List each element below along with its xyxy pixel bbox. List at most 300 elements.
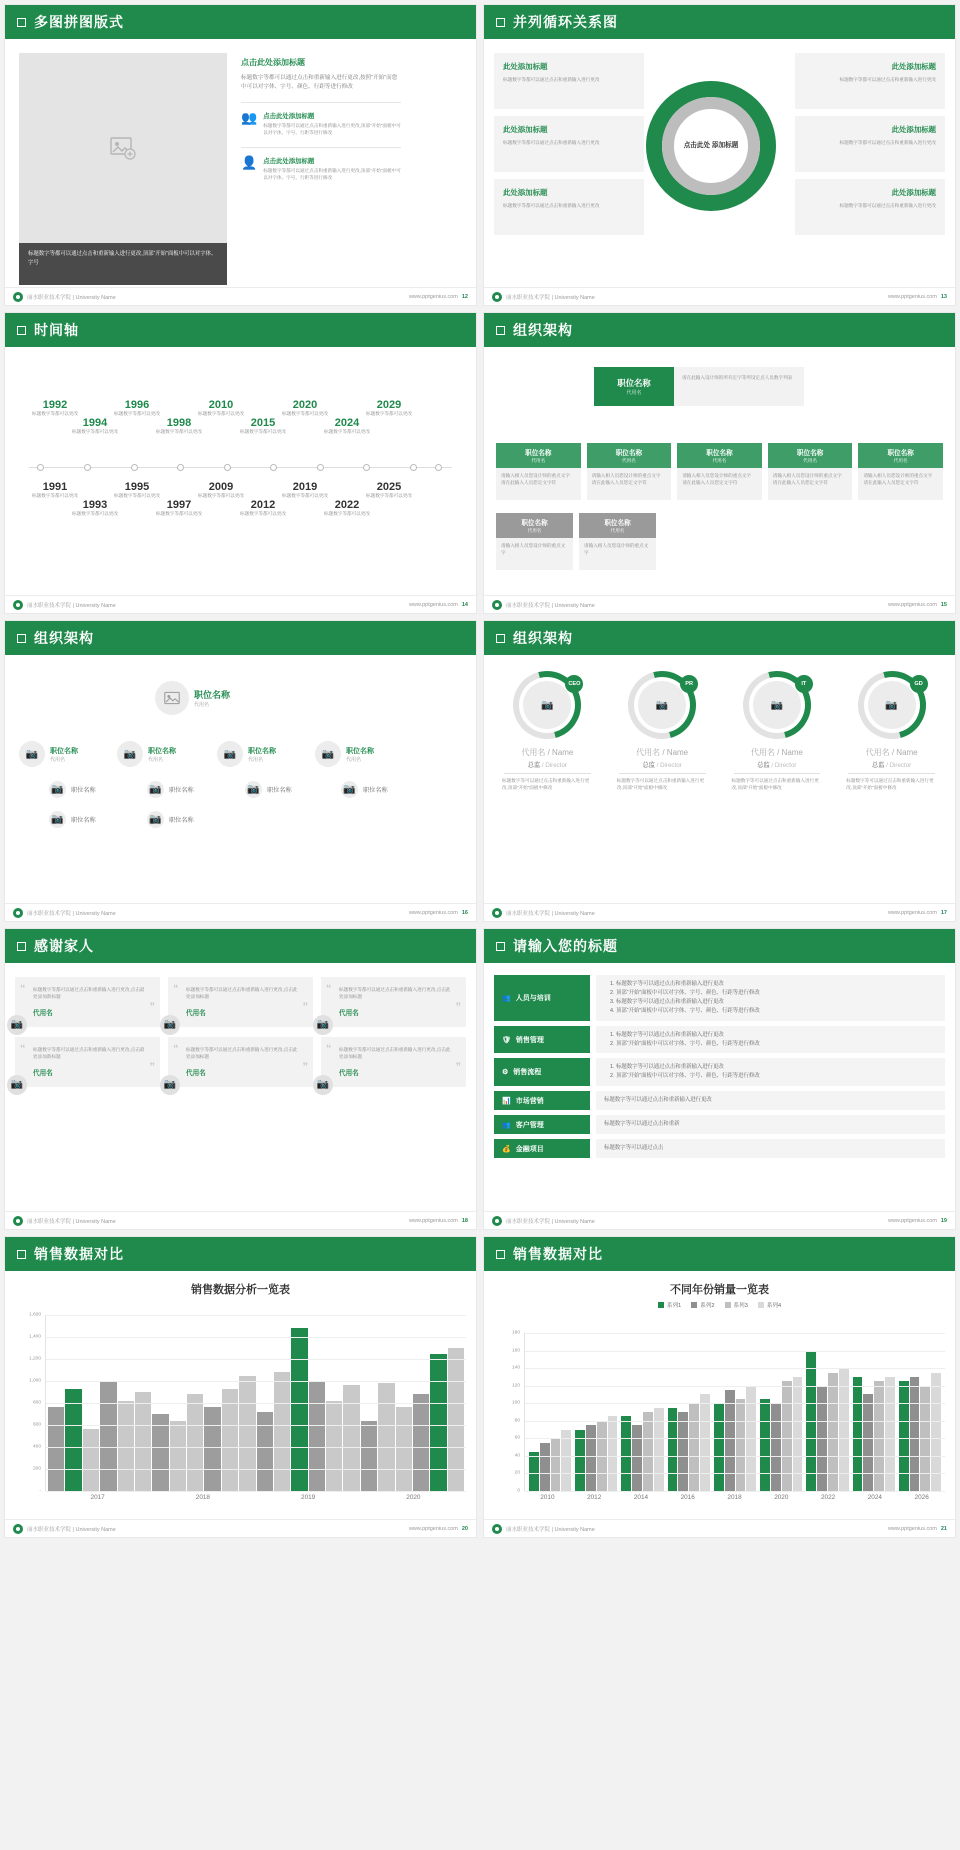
feature-item — [241, 147, 401, 182]
node-name: 职位名称 — [71, 787, 96, 794]
info-box — [795, 116, 945, 172]
y-tick-label: 140 — [511, 1365, 520, 1371]
avatar: 📷 — [7, 1075, 27, 1095]
timeline-year: 1993 — [82, 499, 108, 511]
card-name: 职位名称 — [615, 450, 643, 457]
footer-school: 丽水职业技术学院 | University Name — [27, 602, 116, 609]
timeline-item — [277, 399, 333, 418]
info-desc: 标题数字等都可以通过点击和重新输入进行更改 — [503, 140, 600, 145]
timeline-desc: 标题数字等都可以更改 — [324, 511, 370, 516]
bar — [689, 1403, 699, 1491]
gridline — [46, 1359, 466, 1360]
quote-card — [10, 977, 160, 1031]
member-name-en: / Name — [891, 748, 918, 757]
team-member — [838, 671, 945, 792]
avatar: 📷 — [217, 741, 243, 767]
slide-body — [484, 1281, 955, 1529]
people-icon: 👥 — [502, 994, 511, 1002]
info-title: 此处添加标题 — [891, 62, 936, 71]
row-body — [596, 1091, 945, 1110]
footer-site: www.pptgenius.com — [887, 909, 937, 916]
bar — [309, 1381, 325, 1491]
square-icon — [17, 326, 26, 335]
footer-site: www.pptgenius.com — [408, 293, 458, 300]
row-line: 2. 顶部“开始”面板中可以对字体、字号、颜色、行距等进行修改 — [616, 1040, 937, 1049]
y-axis — [496, 1330, 522, 1494]
org-card — [496, 513, 573, 570]
bar — [65, 1389, 81, 1491]
bar — [239, 1376, 255, 1492]
y-tick-label: 600 — [32, 1422, 41, 1428]
timeline-desc: 标题数字等都可以更改 — [198, 493, 244, 498]
info-desc: 标题数字等都可以通过点击和重新输入进行更改 — [839, 140, 936, 145]
slide-multi-image-layout — [4, 4, 477, 306]
level1-row — [496, 443, 943, 500]
bar — [222, 1389, 238, 1491]
y-tick-label: 20 — [514, 1470, 520, 1476]
footer-site: www.pptgenius.com — [887, 1525, 937, 1532]
org-card — [677, 443, 762, 500]
avatar: 📷 — [160, 1015, 180, 1035]
slide-parallel-cycle — [483, 4, 956, 306]
timeline-year: 1998 — [166, 417, 192, 429]
avatar: 📷 — [245, 781, 262, 798]
row-line: 1. 标题数字等可以通过点击和重新输入进行更改 — [616, 1031, 937, 1040]
timeline-desc: 标题数字等都可以更改 — [282, 411, 328, 416]
quote-open-icon: “ — [20, 1042, 26, 1055]
info-title: 此处添加标题 — [891, 125, 936, 134]
bar-group — [758, 1333, 804, 1491]
bar-group — [897, 1333, 943, 1491]
timeline-desc: 标题数字等都可以更改 — [114, 411, 160, 416]
slide-org-structure-tree — [4, 620, 477, 922]
avatar-ring — [628, 671, 696, 739]
y-tick-label: 1,200 — [28, 1356, 41, 1362]
tree-node — [245, 781, 292, 798]
users-icon: 👥 — [241, 109, 258, 125]
card-name: 职位名称 — [521, 520, 548, 527]
timeline-item — [361, 481, 417, 500]
team-member — [609, 671, 716, 792]
quote-close-icon: ” — [455, 1000, 461, 1013]
feature-item — [241, 102, 401, 137]
footer-site: www.pptgenius.com — [887, 1217, 937, 1224]
timeline-year: 2009 — [208, 481, 234, 493]
user-icon: 👤 — [241, 154, 258, 170]
bar — [736, 1399, 746, 1491]
square-icon — [496, 18, 505, 27]
divider — [619, 773, 706, 774]
card-name: 职位名称 — [706, 450, 733, 457]
slide-body — [484, 655, 955, 903]
org-card — [768, 443, 853, 500]
feature-desc: 标题数字等都可以通过点击和重新输入进行更改,顶部“开始”面板中可以对字体、字号、行距等进行修改 — [263, 167, 401, 180]
role-en: / Director — [886, 762, 912, 769]
x-tick-label: 2012 — [587, 1494, 602, 1501]
row-line: 标题数字等可以通过点击和重新 — [604, 1121, 680, 1128]
bar-group — [666, 1333, 712, 1491]
footer-school: 丽水职业技术学院 | University Name — [506, 602, 595, 609]
timeline-year: 2022 — [334, 499, 360, 511]
bar-group — [804, 1333, 850, 1491]
member-name — [494, 747, 601, 758]
bar — [83, 1429, 99, 1491]
org-card — [496, 443, 581, 500]
x-tick-label: 2017 — [90, 1494, 105, 1501]
plot-area — [45, 1315, 466, 1491]
bar — [586, 1425, 596, 1491]
info-desc: 标题数字等都可以通过点击和重新输入进行更改 — [503, 77, 600, 82]
card-desc: 请输入相人员您设计师的重点文字 请在此输入人员您定文字符 — [768, 468, 853, 500]
timeline-item — [67, 417, 123, 436]
member-name-cn: 代用名 — [865, 748, 890, 757]
school-logo-icon — [492, 600, 502, 610]
slide-title: 多图拼图版式 — [34, 14, 124, 30]
slide-title: 并列循环关系图 — [513, 14, 618, 30]
timeline-item — [27, 481, 83, 500]
content-heading: 点击此处添加标题 — [241, 58, 305, 67]
avatar: 📷 — [49, 811, 66, 828]
divider — [734, 773, 821, 774]
avatar: 📷 — [147, 811, 164, 828]
square-icon — [496, 1250, 505, 1259]
row-body — [596, 1139, 945, 1158]
timeline-item — [361, 399, 417, 418]
bar — [529, 1452, 539, 1492]
node-name: 职位名称 — [169, 817, 194, 824]
slide-org-structure-team — [483, 620, 956, 922]
row-label: 人员与培训 — [515, 994, 551, 1002]
gridline — [46, 1403, 466, 1404]
row-label: 销售管理 — [515, 1036, 544, 1044]
page-number: 20 — [461, 1525, 468, 1532]
tree-node — [315, 741, 374, 767]
row-tag[interactable] — [494, 1115, 590, 1134]
bar — [135, 1392, 151, 1491]
timeline-desc: 标题数字等都可以更改 — [156, 511, 202, 516]
page-number: 19 — [940, 1217, 947, 1224]
x-tick-label: 2026 — [914, 1494, 929, 1501]
role-cn: 总监 — [642, 762, 655, 769]
avatar: 📷 — [49, 781, 66, 798]
bar — [396, 1407, 412, 1491]
school-logo-icon — [492, 908, 502, 918]
timeline-item — [151, 417, 207, 436]
tree-node — [147, 811, 194, 828]
square-icon — [17, 18, 26, 27]
footer-site: www.pptgenius.com — [408, 601, 458, 608]
footer-school: 丽水职业技术学院 | University Name — [506, 1218, 595, 1225]
y-tick-label: 60 — [514, 1435, 520, 1441]
quote-open-icon: “ — [20, 983, 26, 995]
slide-body — [484, 963, 955, 1211]
card-desc: 请输入相人员您设计师的重点文字 请在此输入人员您定文字符 — [677, 468, 762, 500]
card-sub: 代用名 — [531, 458, 546, 463]
org-card — [579, 513, 656, 570]
card-desc: 请输入相人员您设计师的重点文字 — [496, 538, 573, 570]
slide-sales-chart-2 — [483, 1236, 956, 1538]
timeline-desc: 标题数字等都可以更改 — [72, 511, 118, 516]
slide-header — [5, 929, 476, 963]
timeline-year: 1994 — [82, 417, 108, 429]
slide-body — [5, 963, 476, 1211]
slide-body — [484, 39, 955, 287]
divider — [848, 773, 935, 774]
tree-node — [147, 781, 194, 798]
footer-site: www.pptgenius.com — [408, 1217, 458, 1224]
row-tag[interactable] — [494, 1026, 590, 1054]
avatar: 📷 — [638, 681, 686, 729]
node-sub: 代用名 — [50, 757, 66, 763]
school-logo-icon — [13, 600, 23, 610]
timeline-desc: 标题数字等都可以更改 — [366, 411, 412, 416]
tree-node — [49, 781, 96, 798]
card-name: 职位名称 — [525, 450, 552, 457]
y-tick-label: 40 — [514, 1453, 520, 1459]
bar — [343, 1385, 359, 1491]
timeline-desc: 标题数字等都可以更改 — [240, 429, 286, 434]
root-name: 职位名称 — [194, 690, 231, 700]
slide-footer — [484, 1211, 955, 1229]
member-desc: 标题数字等可以通过点击和重新输入进行更改,顶部“开始”面板中修改 — [502, 778, 590, 790]
member-name — [724, 747, 831, 758]
row-line: 2. 顶部“开始”面板中可以对字体、字号、颜色、行距等进行修改 — [616, 989, 937, 998]
bar — [257, 1412, 273, 1491]
avatar: 📷 — [147, 781, 164, 798]
bar-group — [851, 1333, 897, 1491]
member-name-cn: 代用名 — [521, 748, 546, 757]
gridline — [525, 1386, 945, 1387]
quote-author: 代用名 — [339, 1069, 359, 1077]
quote-text: 标题数字等都可以通过点击和重新输入进行更改,点击此处添加标题 — [339, 987, 451, 999]
gridline — [525, 1403, 945, 1404]
card-desc: 请输入相人员您设计师的重点文字 — [579, 538, 656, 570]
quote-card — [10, 1037, 160, 1091]
timeline-year: 1997 — [166, 499, 192, 511]
node-sub: 代用名 — [148, 757, 164, 763]
member-desc: 标题数字等可以通过点击和重新输入进行更改,顶部“开始”面板中修改 — [731, 778, 819, 790]
quote-text: 标题数字等都可以通过点击和重新输入进行更改,点击此处添加标题 — [339, 1046, 451, 1059]
timeline-year: 1996 — [124, 399, 150, 411]
timeline-year: 2019 — [292, 481, 318, 493]
slide-footer — [484, 595, 955, 613]
chart-icon: 📊 — [502, 1097, 511, 1105]
page-number: 18 — [461, 1217, 468, 1224]
quote-close-icon: ” — [455, 1060, 461, 1073]
bar — [430, 1354, 446, 1492]
y-tick-label: 100 — [511, 1400, 520, 1406]
y-tick-label: 200 — [32, 1466, 41, 1472]
bar — [899, 1381, 909, 1491]
slide-title: 组织架构 — [513, 322, 573, 338]
slide-org-structure-cards — [483, 312, 956, 614]
node-name: 职位名称 — [148, 748, 176, 755]
chart-title: 销售数据分析一览表 — [191, 1284, 290, 1296]
plot-area — [524, 1333, 945, 1491]
bar — [48, 1407, 64, 1491]
square-icon — [496, 326, 505, 335]
row-tag[interactable] — [494, 1058, 590, 1086]
timeline-item — [27, 399, 83, 418]
gridline — [525, 1438, 945, 1439]
node-name: 职位名称 — [363, 787, 388, 794]
quote-open-icon: “ — [326, 983, 332, 995]
x-tick-label: 2024 — [867, 1494, 882, 1501]
quote-text: 标题数字等都可以通过点击和重新输入进行更改,点击最处添加新标题 — [33, 1046, 145, 1059]
info-desc: 标题数字等都可以通过点击和重新输入进行更改 — [503, 203, 600, 208]
tree-node — [341, 781, 388, 798]
member-name-cn: 代用名 — [636, 748, 661, 757]
node-sub: 代用名 — [248, 757, 264, 763]
left-column — [494, 53, 644, 242]
page-number: 17 — [940, 909, 947, 916]
slide-footer — [5, 1519, 476, 1537]
timeline-year: 2012 — [250, 499, 276, 511]
root-name: 职位名称 — [617, 378, 651, 388]
timeline-desc: 标题数字等都可以更改 — [282, 493, 328, 498]
school-logo-icon — [13, 292, 23, 302]
info-title: 此处添加标题 — [503, 62, 548, 71]
quote-card — [163, 1037, 313, 1091]
row-tag[interactable] — [494, 1139, 590, 1158]
content-paragraph: 标题数字等都可以通过点击和重新输入进行更改,按照“开始”而您中可以对字体、字号、颜色、行距等进行修改 — [241, 75, 398, 90]
slide-timeline — [4, 312, 477, 614]
timeline-desc: 标题数字等都可以更改 — [72, 429, 118, 434]
timeline-axis — [29, 467, 452, 468]
school-logo-icon — [13, 908, 23, 918]
bar — [725, 1390, 735, 1491]
school-logo-icon — [492, 1524, 502, 1534]
info-box — [494, 116, 644, 172]
finance-icon: 💰 — [502, 1145, 511, 1153]
row-tag[interactable] — [494, 1091, 590, 1110]
bar-group — [712, 1333, 758, 1491]
avatar: 📷 — [19, 741, 45, 767]
school-logo-icon — [13, 1524, 23, 1534]
x-tick-label: 2010 — [540, 1494, 555, 1501]
slide-header — [484, 621, 955, 655]
y-tick-label: 1,400 — [28, 1334, 41, 1340]
image-caption: 标题数字等都可以通过点击和重新输入进行更改,顶部“开始”面板中可以对字体、字号 — [19, 243, 227, 285]
footer-site: www.pptgenius.com — [408, 1525, 458, 1532]
node-name: 职位名称 — [267, 787, 292, 794]
timeline-item — [235, 499, 291, 518]
avatar: 📷 — [315, 741, 341, 767]
row-line: 标题数字等可以通过点击 — [604, 1145, 664, 1152]
footer-site: www.pptgenius.com — [887, 293, 937, 300]
tree-node — [117, 741, 176, 767]
node-name: 职位名称 — [169, 787, 194, 794]
member-desc: 标题数字等可以通过点击和重新输入进行更改,顶部“开始”面板中修改 — [846, 778, 934, 790]
quote-card — [316, 1037, 466, 1091]
quote-text: 标题数字等都可以通过点击和重新输入进行更改,点击最处添加新标题 — [33, 987, 145, 999]
timeline-item — [277, 481, 333, 500]
timeline-year: 1992 — [42, 399, 68, 411]
bar-chart-1 — [17, 1312, 466, 1507]
member-name — [609, 747, 716, 758]
gridline — [46, 1447, 466, 1448]
bar — [608, 1416, 618, 1491]
timeline-year: 2024 — [334, 417, 360, 429]
legend-entry: 系列4 — [758, 1301, 781, 1309]
list-item — [494, 1058, 945, 1086]
quote-close-icon: ” — [149, 1060, 155, 1073]
list-item — [494, 975, 945, 1021]
bar — [187, 1394, 203, 1491]
avatar-ring — [513, 671, 581, 739]
row-line: 2. 顶部“开始”面板中可以对字体、字号、颜色、行距等进行修改 — [616, 1072, 937, 1081]
card-desc: 请输入相人员您设计师的重点文字 请在此输入人员您定文字符 — [858, 468, 943, 500]
cycle-diagram — [646, 81, 776, 211]
bar — [204, 1407, 220, 1491]
level2-row — [496, 513, 656, 570]
slide-thanks — [4, 928, 477, 1230]
bar — [291, 1328, 307, 1491]
member-name-en: / Name — [777, 748, 803, 757]
slide-title: 销售数据对比 — [513, 1246, 603, 1262]
timeline-year: 2020 — [292, 399, 318, 411]
bar-group — [573, 1333, 619, 1491]
row-label: 客户管理 — [515, 1121, 544, 1129]
bars — [525, 1333, 945, 1491]
row-tag[interactable] — [494, 975, 590, 1021]
timeline-item — [193, 481, 249, 500]
avatar: 📷 — [160, 1075, 180, 1095]
page-number: 13 — [940, 293, 947, 300]
row-label: 市场营销 — [515, 1097, 544, 1105]
info-box — [494, 53, 644, 109]
row-body — [596, 1058, 945, 1086]
slide-header — [484, 5, 955, 39]
card-name: 职位名称 — [604, 520, 631, 527]
timeline-desc: 标题数字等都可以更改 — [32, 411, 78, 416]
gridline — [46, 1337, 466, 1338]
tree-node — [49, 811, 96, 828]
school-logo-icon — [492, 292, 502, 302]
quote-author: 代用名 — [186, 1069, 206, 1077]
team-member — [724, 671, 831, 792]
customer-icon: 👥 — [502, 1121, 511, 1129]
bar — [700, 1394, 710, 1491]
slide-footer — [484, 287, 955, 305]
page-number: 12 — [461, 293, 468, 300]
footer-school: 丽水职业技术学院 | University Name — [506, 1526, 595, 1533]
feature-desc: 标题数字等都可以通过点击和重新输入进行更改,顶部“开始”面板中可以对字体、字号、行距等进行修改 — [263, 122, 401, 135]
slide-header — [5, 1237, 476, 1271]
slide-topic-list — [483, 928, 956, 1230]
card-sub: 代用名 — [893, 458, 908, 463]
y-tick-label: 1,000 — [28, 1378, 41, 1384]
row-body — [596, 1115, 945, 1134]
timeline-year: 2010 — [208, 399, 234, 411]
role-cn: 总监 — [527, 762, 541, 769]
bar — [551, 1438, 561, 1491]
bar — [540, 1443, 550, 1491]
quote-card — [163, 977, 313, 1031]
bar — [760, 1399, 770, 1491]
slide-body — [5, 39, 476, 287]
quote-author: 代用名 — [339, 1009, 359, 1017]
timeline-year: 1991 — [42, 481, 68, 493]
x-tick-label: 2018 — [195, 1494, 210, 1501]
node-name: 职位名称 — [50, 748, 78, 755]
card-desc: 请输入相人员您设计师的重点文字 请在此输入人员您定文字符 — [496, 468, 581, 500]
avatar: 📷 — [341, 781, 358, 798]
card-sub: 代用名 — [610, 528, 625, 533]
card-name: 职位名称 — [796, 450, 824, 457]
quote-close-icon: ” — [302, 1000, 308, 1013]
card-sub: 代用名 — [712, 458, 727, 463]
